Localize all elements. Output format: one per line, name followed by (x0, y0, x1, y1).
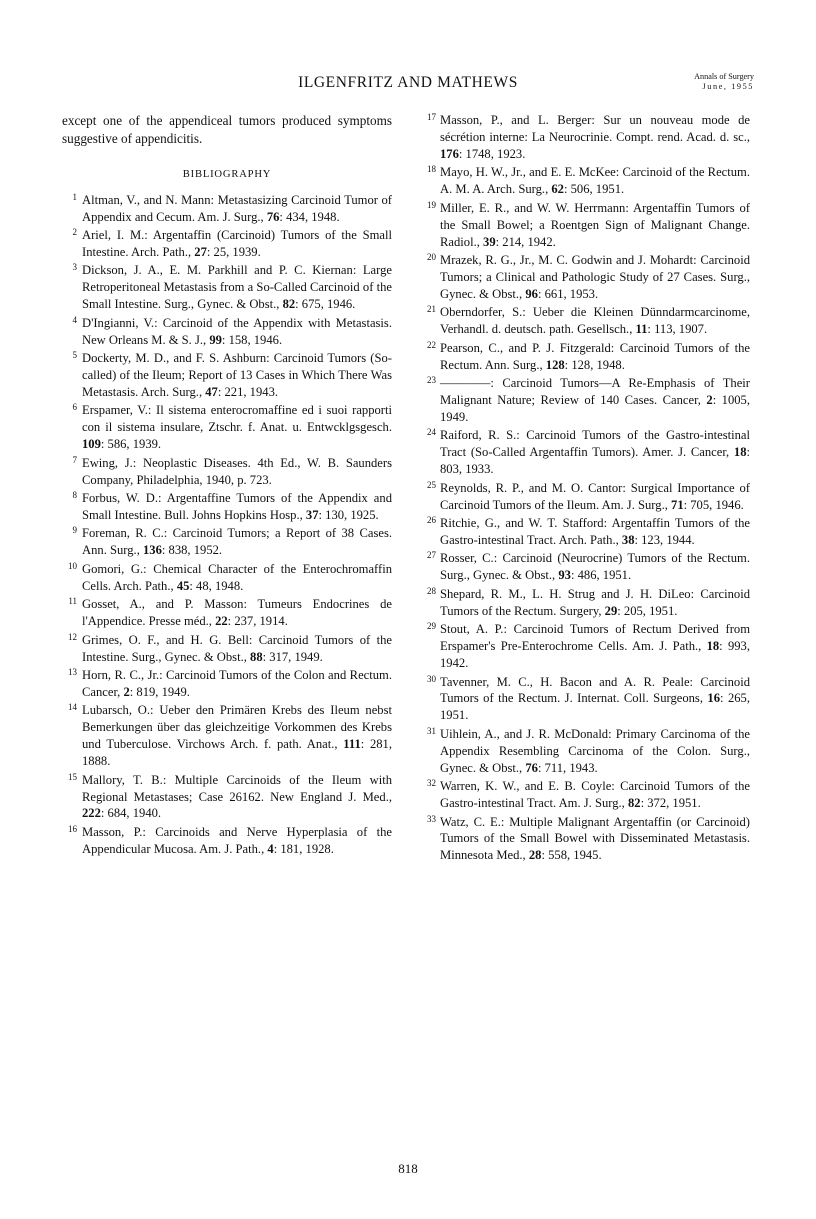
reference-text: Masson, P.: Carcinoids and Nerve Hyperplasia of the Appendicular Mucosa. Am. J. Path., 4: 181, 1928. (82, 824, 392, 856)
reference-text: Lubarsch, O.: Ueber den Primären Krebs des Ileum nebst Bemerkungen über das gleichzeitige Vorkommen des Krebs und Tuberculose. Virchows Arch. f. path. Anat., 111: 281, 1888. (82, 703, 392, 769)
reference-item (420, 674, 750, 725)
reference-text: Ritchie, G., and W. T. Stafford: Argentaffin Tumors of the Gastro-intestinal Tract. Arch. Path., 38: 123, 1944. (440, 516, 750, 547)
reference-item (420, 778, 750, 812)
reference-item (420, 252, 750, 303)
reference-number: 20 (427, 252, 436, 262)
reference-item (62, 596, 392, 630)
reference-number: 32 (427, 778, 436, 789)
reference-item (420, 586, 750, 620)
bibliography-heading: BIBLIOGRAPHY (182, 169, 272, 181)
reference-list-right (420, 112, 750, 864)
reference-number: 17 (427, 112, 436, 122)
reference-number: 14 (68, 702, 77, 713)
reference-item (420, 515, 750, 549)
journal-date: June, 1955 (702, 82, 754, 92)
reference-text: Dockerty, M. D., and F. S. Ashburn: Carcinoid Tumors (So-called) of the Ileum; Report of 13 Cases in Which There Was Metastasis. Arch. Surg., 47: 221, 1943. (82, 351, 392, 399)
reference-number: 11 (68, 596, 77, 607)
reference-text: Miller, E. R., and W. W. Herrmann: Argentaffin Tumors of the Small Bowel; a Roentgen Sign of Malignant Change. Radiol., 39: 214, 1942. (440, 200, 750, 249)
journal-citation (694, 72, 754, 93)
reference-text: Uihlein, A., and J. R. McDonald: Primary Carcinoma of the Appendix Resembling Carcinoma of the Colon. Surg., Gynec. & Obst., 76: 711, 1943. (440, 726, 750, 775)
right-column (420, 112, 750, 866)
reference-number: 7 (72, 454, 77, 465)
reference-item (62, 632, 392, 666)
reference-item (62, 227, 392, 261)
reference-number: 33 (427, 813, 436, 824)
reference-text: Watz, C. E.: Multiple Malignant Argentaffin (or Carcinoid) Tumors of the Small Bowel with Disseminated Metastasis. Minnesota Med., 28: 558, 1945. (440, 814, 750, 863)
reference-text: Horn, R. C., Jr.: Carcinoid Tumors of the Colon and Rectum. Cancer, 2: 819, 1949. (82, 667, 392, 699)
reference-item (62, 402, 392, 453)
reference-item (420, 480, 750, 514)
reference-number: 4 (72, 314, 77, 325)
reference-item (420, 375, 750, 426)
reference-item (62, 350, 392, 401)
reference-number: 6 (72, 402, 77, 413)
reference-text: Tavenner, M. C., H. Bacon and A. R. Peale: Carcinoid Tumors of the Rectum. J. Internat. Coll. Surgeons, 16: 265, 1951. (440, 674, 750, 723)
reference-number: 13 (68, 666, 77, 677)
reference-item (62, 667, 392, 701)
reference-text: Altman, V., and N. Mann: Metastasizing Carcinoid Tumor of Appendix and Cecum. Am. J. Surg., 76: 434, 1948. (82, 192, 392, 224)
reference-text: Grimes, O. F., and H. G. Bell: Carcinoid Tumors of the Intestine. Surg., Gynec. & Obst., 88: 317, 1949. (82, 632, 392, 664)
reference-text: Masson, P., and L. Berger: Sur un nouveau mode de sécrétion interne: La Neurocrinie. Compt. rend. Acad. d. sc., 176: 1748, 1923. (440, 113, 750, 161)
reference-number: 10 (68, 560, 77, 571)
reference-text: Shepard, R. M., L. H. Strug and J. H. DiLeo: Carcinoid Tumors of the Rectum. Surgery, 29: 205, 1951. (440, 586, 750, 618)
reference-item (420, 726, 750, 777)
reference-item (62, 490, 392, 524)
reference-number: 28 (427, 585, 436, 596)
reference-item (62, 192, 392, 226)
reference-number: 21 (427, 304, 436, 315)
reference-number: 1 (72, 191, 77, 202)
reference-item (62, 702, 392, 770)
reference-text: Mallory, T. B.: Multiple Carcinoids of the Ileum with Regional Metastases; Case 26162. New England J. Med., 222: 684, 1940. (82, 772, 392, 821)
reference-text: Gosset, A., and P. Masson: Tumeurs Endocrines de l'Appendice. Presse méd., 22: 237, 1914. (82, 597, 392, 629)
reference-item (62, 824, 392, 858)
lead-paragraph: except one of the appendiceal tumors produced symptoms suggestive of appendicitis. (62, 113, 392, 147)
reference-number: 12 (68, 631, 77, 642)
reference-number: 29 (427, 621, 436, 632)
reference-text: Gomori, G.: Chemical Character of the Enterochromaffin Cells. Arch. Path., 45: 48, 1948. (82, 561, 392, 593)
reference-number: 9 (72, 525, 77, 536)
reference-text: Mrazek, R. G., Jr., M. C. Godwin and J. Mohardt: Carcinoid Tumors; a Clinical and Pathologic Study of 27 Cases. Surg., Gynec. & Obst., 96: 661, 1953. (440, 253, 750, 301)
left-column (62, 112, 392, 866)
reference-text: D'Ingianni, V.: Carcinoid of the Appendix with Metastasis. New Orleans M. & S. J., 99: 158, 1946. (82, 315, 392, 347)
reference-item (62, 561, 392, 595)
reference-text: Ariel, I. M.: Argentaffin (Carcinoid) Tumors of the Small Intestine. Arch. Path., 27: 25, 1939. (82, 228, 392, 259)
reference-number: 5 (72, 350, 77, 361)
reference-item (420, 550, 750, 584)
reference-text: ————: Carcinoid Tumors—A Re-Emphasis of Their Malignant Nature; Review of 140 Cases. Cancer, 2: 1005, 1949. (440, 376, 750, 424)
reference-text: Mayo, H. W., Jr., and E. E. McKee: Carcinoid of the Rectum. A. M. A. Arch. Surg., 62: 506, 1951. (440, 165, 750, 197)
reference-item (62, 262, 392, 313)
reference-item (420, 814, 750, 865)
reference-number: 31 (427, 725, 436, 736)
reference-text: Foreman, R. C.: Carcinoid Tumors; a Report of 38 Cases. Ann. Surg., 136: 838, 1952. (82, 526, 392, 558)
reference-text: Forbus, W. D.: Argentaffine Tumors of the Appendix and Small Intestine. Bull. Johns Hopkins Hosp., 37: 130, 1925. (82, 491, 392, 523)
reference-item (420, 304, 750, 338)
reference-number: 22 (427, 339, 436, 350)
body-columns (62, 112, 754, 866)
reference-item (62, 525, 392, 559)
reference-text: Raiford, R. S.: Carcinoid Tumors of the Gastro-intestinal Tract (So-Called Argentaffin Tumors). Amer. J. Cancer, 18: 803, 1933. (440, 428, 750, 477)
reference-number: 16 (68, 823, 77, 834)
reference-item (420, 427, 750, 478)
reference-number: 2 (72, 227, 77, 238)
reference-text: Rosser, C.: Carcinoid (Neurocrine) Tumors of the Rectum. Surg., Gynec. & Obst., 93: 486, 1951. (440, 551, 750, 583)
page-number: 818 (398, 1161, 418, 1176)
reference-number: 25 (427, 479, 436, 490)
reference-text: Reynolds, R. P., and M. O. Cantor: Surgical Importance of Carcinoid Tumors of the Ileum. Am. J. Surg., 71: 705, 1946. (440, 480, 750, 512)
reference-item (420, 621, 750, 672)
reference-text: Warren, K. W., and E. B. Coyle: Carcinoid Tumors of the Gastro-intestinal Tract. Am. J. Surg., 82: 372, 1951. (440, 779, 750, 811)
journal-name: Annals of Surgery (694, 72, 754, 81)
reference-item (420, 200, 750, 251)
reference-item (62, 772, 392, 823)
reference-text: Ewing, J.: Neoplastic Diseases. 4th Ed., W. B. Saunders Company, Philadelphia, 1940, p. 723. (82, 455, 392, 487)
reference-item (420, 340, 750, 374)
reference-number: 24 (427, 427, 436, 438)
reference-number: 15 (68, 771, 77, 782)
reference-item (62, 455, 392, 489)
reference-text: Dickson, J. A., E. M. Parkhill and P. C. Kiernan: Large Retroperitoneal Metastasis from a So-Called Carcinoid of the Small Intestine. Surg., Gynec. & Obst., 82: 675, 1946. (82, 263, 392, 312)
reference-list-left (62, 192, 392, 858)
reference-item (62, 315, 392, 349)
reference-number: 30 (427, 673, 436, 684)
reference-number: 26 (427, 515, 436, 526)
reference-number: 18 (427, 164, 436, 175)
reference-text: Stout, A. P.: Carcinoid Tumors of Rectum Derived from Erspamer's Pre-Enterochrome Cells. Am. J. Path., 18: 993, 1942. (440, 622, 750, 671)
reference-number: 19 (427, 199, 436, 210)
reference-number: 27 (427, 550, 436, 561)
reference-text: Erspamer, V.: Il sistema enterocromaffine ed i suoi rapporti con il sistema insulare, Ztschr. f. Anat. u. Entwcklgsgesch. 109: 586, 1939. (82, 403, 392, 452)
reference-item (420, 112, 750, 163)
reference-number: 8 (72, 490, 77, 501)
running-head-title: ILGENFRITZ AND MATHEWS (298, 74, 518, 91)
reference-text: Oberndorfer, S.: Ueber die Kleinen Dünndarmcarcinome, Verhandl. d. deutsch. path. Gesellsch., 11: 113, 1907. (440, 305, 750, 337)
reference-item (420, 164, 750, 198)
reference-text: Pearson, C., and P. J. Fitzgerald: Carcinoid Tumors of the Rectum. Ann. Surg., 128: 128, 1948. (440, 340, 750, 372)
reference-number: 3 (72, 262, 77, 273)
running-head (62, 70, 754, 104)
reference-number: 23 (427, 375, 436, 386)
